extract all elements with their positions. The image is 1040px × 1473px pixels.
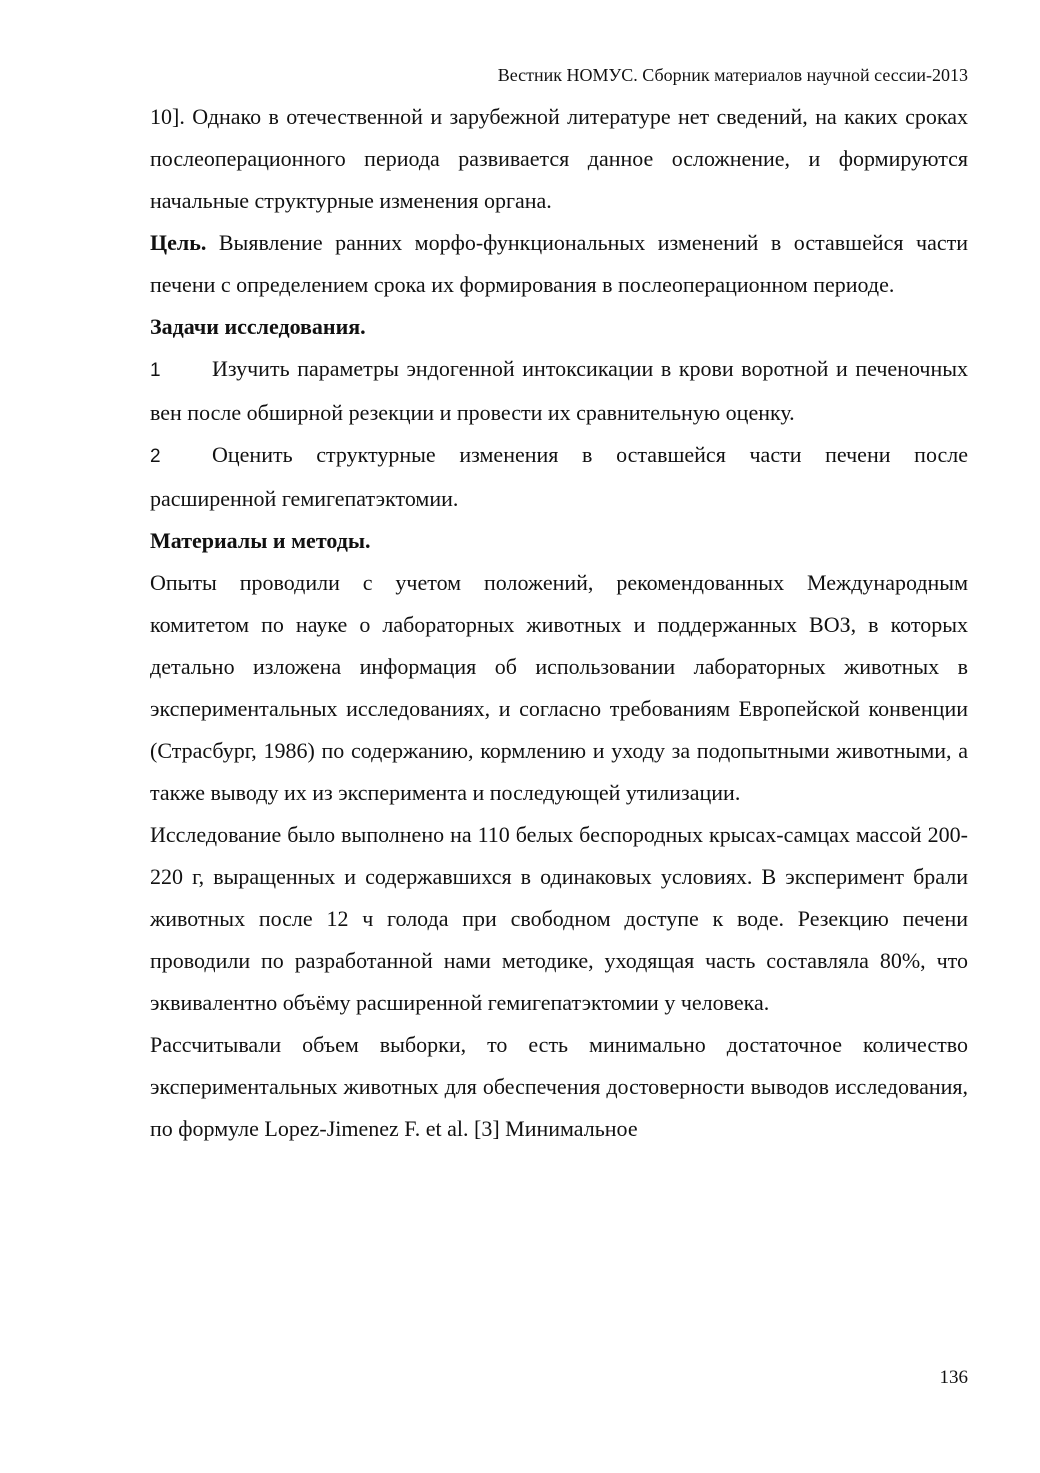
task-item-2 xyxy=(150,434,968,520)
methods-heading: Материалы и методы. xyxy=(150,528,371,553)
task-number: 2 xyxy=(150,446,161,467)
intro-paragraph: 10]. Однако в отечественной и зарубежной литературе нет сведений, на каких сроках послеоперационного периода развивается данное осложнение, и формируются начальные структурные изменения органа. xyxy=(150,104,968,213)
page-number: 136 xyxy=(939,1367,968,1388)
goal-text: Выявление ранних морфо-функциональных изменений в оставшейся части печени с определением срока их формирования в послеоперационном периоде. xyxy=(150,230,968,297)
methods-paragraph: Исследование было выполнено на 110 белых беспородных крысах-самцах массой 200-220 г, выращенных и содержавшихся в одинаковых условиях. В эксперимент брали животных после 12 ч голода при свободном доступе к воде. Резекцию печени проводили по разработанной нами методике, уходящая часть составляла 80%, что эквивалентно объёму расширенной гемигепатэктомии у человека. xyxy=(150,822,968,1015)
task-text: Оценить структурные изменения в оставшейся части печени после расширенной гемигепатэктомии. xyxy=(150,442,968,511)
task-text: Изучить параметры эндогенной интоксикации в крови воротной и печеночных вен после обширной резекции и провести их сравнительную оценку. xyxy=(150,356,968,425)
goal-label: Цель. xyxy=(150,230,207,255)
methods-paragraph: Опыты проводили с учетом положений, рекомендованных Международным комитетом по науке о лабораторных животных и поддержанных ВОЗ, в которых детально изложена информация об использовании лабораторных животных в экспериментальных исследованиях, и согласно требованиям Европейской конвенции (Страсбург, 1986) по содержанию, кормлению и уходу за подопытными животными, а также выводу их из эксперимента и последующей утилизации. xyxy=(150,570,968,805)
running-header: Вестник НОМУС. Сборник материалов научной сессии-2013 xyxy=(497,65,968,85)
tasks-heading: Задачи исследования. xyxy=(150,314,366,339)
task-number: 1 xyxy=(150,360,161,381)
methods-paragraph: Рассчитывали объем выборки, то есть минимально достаточное количество экспериментальных животных для обеспечения достоверности выводов исследования, по формуле Lopez-Jimenez F. et al. [3] Минимальное xyxy=(150,1032,968,1141)
goal-paragraph xyxy=(150,222,968,306)
task-item-1 xyxy=(150,348,968,434)
document-body xyxy=(150,96,968,1150)
